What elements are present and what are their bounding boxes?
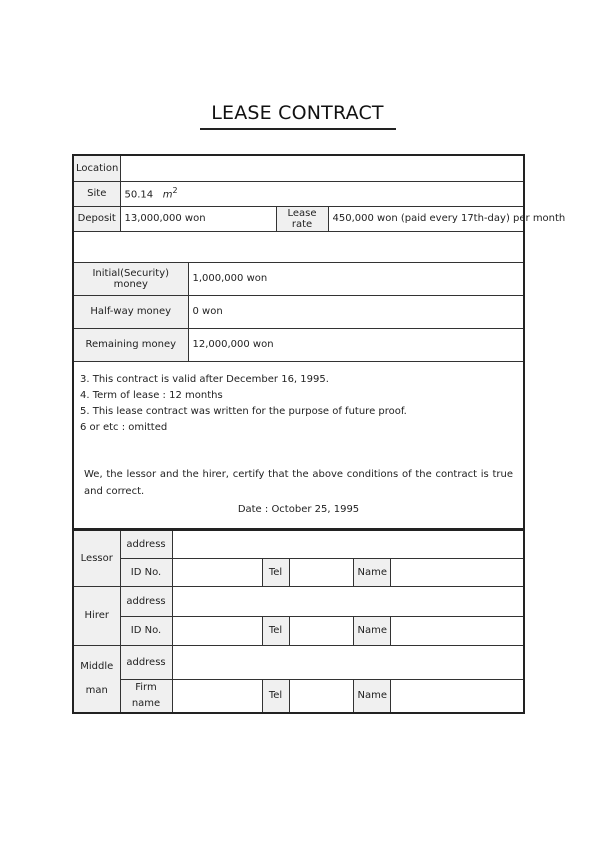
initial-money-label: Initial(Security) money [73,262,188,295]
lessor-address-field[interactable] [172,530,524,558]
location-value[interactable] [120,155,524,181]
hirer-name-label: Name [353,616,390,645]
lessor-tel-field[interactable] [289,558,353,586]
halfway-money-label: Half-way money [73,295,188,328]
lessor-id-field[interactable] [172,558,262,586]
middle-man-address-field[interactable] [172,645,524,679]
hirer-tel-field[interactable] [289,616,353,645]
clause-6: 6 or etc : omitted [80,421,168,433]
remaining-money-label: Remaining money [73,328,188,361]
lessor-tel-label: Tel [262,558,289,586]
hirer-name-field[interactable] [390,616,524,645]
remaining-money-value[interactable]: 12,000,000 won [188,328,524,361]
middle-man-name-field[interactable] [390,679,524,713]
lease-rate-value[interactable]: 450,000 won (paid every 17th-day) per month [328,206,524,231]
firm-name-label: Firm name [120,679,172,713]
contract-date: Date : October 25, 1995 [237,503,360,515]
firm-name-field[interactable] [172,679,262,713]
title-underline [200,128,396,130]
lease-rate-label: Lease rate [276,206,328,231]
blank-row[interactable] [73,231,524,262]
contract-terms-table [72,154,566,530]
site-value-cell[interactable] [120,181,524,206]
hirer-label: Hirer [73,586,120,645]
hirer-id-label: ID No. [120,616,172,645]
initial-money-value[interactable]: 1,000,000 won [188,262,524,295]
hirer-id-field[interactable] [172,616,262,645]
lessor-label: Lessor [73,530,120,586]
parties-table [72,529,525,714]
location-label: Location [73,155,120,181]
middle-man-tel-label: Tel [262,679,289,713]
deposit-value[interactable]: 13,000,000 won [120,206,276,231]
document-title: LEASE CONTRACT [211,102,384,124]
halfway-money-value[interactable]: 0 won [188,295,524,328]
site-value: 50.14 [124,189,154,201]
contract-clauses [73,361,524,529]
middle-man-tel-field[interactable] [289,679,353,713]
site-unit: m [162,189,173,201]
hirer-tel-label: Tel [262,616,289,645]
middle-man-name-label: Name [353,679,390,713]
lessor-id-label: ID No. [120,558,172,586]
site-unit-sup: 2 [172,186,178,196]
hirer-address-label: address [120,586,172,616]
deposit-label: Deposit [73,206,120,231]
site-label: Site [73,181,120,206]
lessor-name-field[interactable] [390,558,524,586]
lessor-name-label: Name [353,558,390,586]
middle-man-label: Middle man [73,645,120,713]
clause-5: 5. This lease contract was written for the purpose of future proof. [80,405,407,417]
clause-3: 3. This contract is valid after December 16, 1995. [80,373,329,385]
clause-4: 4. Term of lease : 12 months [80,389,223,401]
middle-man-address-label: address [120,645,172,679]
hirer-address-field[interactable] [172,586,524,616]
certification-text: We, the lessor and the hirer, certify that the above conditions of the contract is true and correct. [84,468,513,497]
lessor-address-label: address [120,530,172,558]
